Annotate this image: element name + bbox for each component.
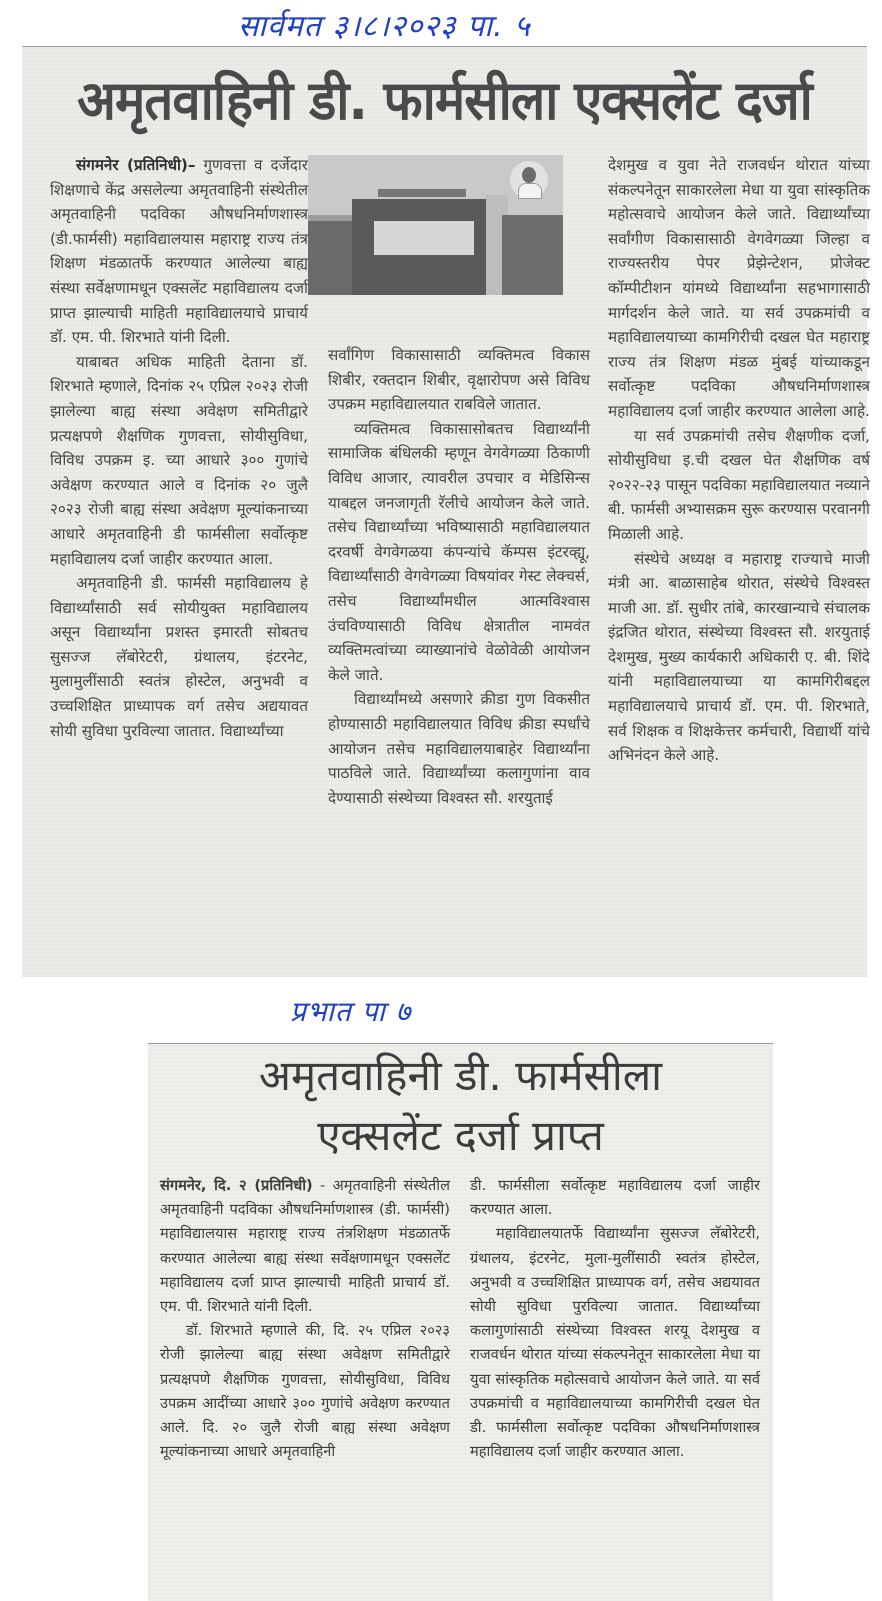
paragraph: संगमनेर, दि. २ (प्रतिनिधी) - अमृतवाहिनी संस्थेतील अमृतवाहिनी पदविका औषधनिर्माणशास्त्र (डी. फार्मसी) महाविद्यालयास महाराष्ट्र राज्य तंत्रशिक्षण मंडळातर्फे करण्यात आलेल्या बाह्य संस्था सर्वेक्षणामधून एक्सलेंट महाविद्यालय दर्जा प्राप्त झाल्याची माहिती प्राचार्य डॉ. एम. पी. शिरभाते यांनी दिली. xyxy=(160,1177,450,1316)
article1-headline: अमृतवाहिनी डी. फार्मसीला एक्सलेंट दर्जा xyxy=(77,69,812,132)
article2-headline-line2: एक्सलेंट दर्जा प्राप्त xyxy=(317,1111,604,1160)
paragraph: विद्यार्थ्यांमध्ये असणारे क्रीडा गुण विकसीत होण्यासाठी महाविद्यालयात विविध क्रीडा स्पर्धांचे आयोजन तसेच महाविद्यालयाबाहेर विद्यार्थ्यांना पाठविले जाते. विद्यार्थ्यांच्या कलागुणांना वाव देण्यासाठी संस्थेच्या विश्वस्त सौ. शरयुताई xyxy=(328,690,590,807)
handwritten-source-note-bottom: प्रभात पा ७ xyxy=(290,995,412,1028)
article2-column-2 xyxy=(470,1174,760,1464)
principal-portrait-inset xyxy=(510,161,548,199)
article2-column-1 xyxy=(160,1174,450,1464)
dateline: संगमनेर, दि. २ (प्रतिनिधी) xyxy=(160,1177,313,1194)
paragraph: व्यक्तिमत्व विकासासोबतच विद्यार्थ्यांनी सामाजिक बंधिलकी म्हणून वेगवेगळ्या ठिकाणी विविध आजार, त्यावरील उपचार व मेडिसिन्स याबद्दल जनजागृती रॅलीचे आयोजन केले जाते. तसेच विद्यार्थ्यांच्या भविष्यासाठी महाविद्यालयात दरवर्षी वेगवेगळया कंपन्यांचे कॅम्पस इंटरव्ह्यू, विद्यार्थ्यांसाठी वेगवेगळ्या विषयांवर गेस्ट लेक्चर्स, तसेच विद्यार्थ्यांमधील आत्मविश्वास उंचविण्यासाठी विविध क्षेत्रातील नामवंत व्यक्तिमत्वांच्या व्याख्यानांचे वेळोवेळी आयोजन केले जाते. xyxy=(328,419,590,684)
paragraph: संस्थेचे अध्यक्ष व महाराष्ट्र राज्याचे माजी मंत्री आ. बाळासाहेब थोरात, संस्थेचे विश्वस्त माजी आ. डॉ. सुधीर तांबे, कारखान्याचे संचालक इंद्रजित थोरात, संस्थेच्या विश्वस्त सौ. शरयुताई देशमुख, मुख्य कार्यकारी अधिकारी ए. बी. शिंदे यांनी महाविद्यालयाच्या या कामगिरीबद्दल महाविद्यालयाचे प्राचार्य डॉ. एम. पी. शिरभाते, सर्व शिक्षक व शिक्षकेत्तर कर्मचारी, विद्यार्थी यांचे अभिनंदन केले आहे. xyxy=(608,549,870,765)
paragraph: सर्वांगिण विकासासाठी व्यक्तिमत्व विकास शिबीर, रक्तदान शिबीर, वृक्षारोपण असे विविध उपक्रम महाविद्यालयात राबविले जातात. xyxy=(328,346,590,414)
paragraph: संगमनेर (प्रतिनिधी)– गुणवत्ता व दर्जेदार शिक्षणाचे केंद्र असलेल्या अमृतवाहिनी संस्थेतील अमृतवाहिनी पदविका औषधनिर्माणशास्त्र (डी.फार्मसी) महाविद्यालयास महाराष्ट्र राज्य तंत्र शिक्षण मंडळातर्फे करण्यात आलेल्या बाह्य संस्था सर्वेक्षणामधून एक्सलेंट महाविद्यालय दर्जा प्राप्त झाल्याची माहिती महाविद्यालयाचे प्राचार्य डॉ. एम. पी. शिरभाते यांनी दिली. xyxy=(50,156,308,347)
newspaper-clipping-sarvamat xyxy=(22,46,870,977)
paragraph: महाविद्यालयातर्फे विद्यार्थ्यांना सुसज्ज लॅबोरेटरी, ग्रंथालय, इंटरनेट, मुला-मुलींसाठी स्वतंत्र होस्टेल, अनुभवी व उच्चशिक्षित प्राध्यापक वर्ग, तसेच अद्ययावत सोयी सुविधा पुरविल्या जातात. विद्यार्थ्यांच्या कलागुणांसाठी संस्थेच्या विश्वस्त शरयू देशमुख व राजवर्धन थोरात यांच्या संकल्पनेतून साकारलेला मेधा या युवा सांस्कृतिक महोत्सवाचे आयोजन केले जाते. या सर्व उपक्रमांची व महाविद्यालयाच्या कामगिरीची दखल घेत डी. फार्मसीला सर्वोत्कृष्ट पदविका औषधनिर्माणशास्त्र महाविद्यालय दर्जा जाहीर करण्यात आला. xyxy=(470,1225,760,1461)
paragraph: अमृतवाहिनी डी. फार्मसी महाविद्यालय हे विद्यार्थ्यांसाठी सर्व सोयीयुक्त महाविद्यालय असून विद्यार्थ्यांना प्रशस्त इमारती सोबतच सुसज्ज लॅबोरेटरी, ग्रंथालय, इंटरनेट, मुलामुलींसाठी स्वतंत्र होस्टेल, अनुभवी व उच्चशिक्षित प्राध्यापक वर्ग तसेच अद्ययावत सोयी सुविधा पुरविल्या जातात. विद्यार्थ्यांच्या xyxy=(50,574,308,740)
paragraph: या सर्व उपक्रमांची तसेच शैक्षणीक दर्जा, सोयीसुविधा इ.ची दखल घेत शैक्षणिक वर्ष २०२२-२३ पासून पदविका महाविद्यालयात नव्याने बी. फार्मसी अभ्यासक्रम सुरू करण्यास परवानगी मिळाली आहे. xyxy=(608,426,870,543)
paragraph: याबाबत अधिक माहिती देताना डॉ. शिरभाते म्हणाले, दिनांक २५ एप्रिल २०२३ रोजी झालेल्या बाह्य संस्था अवेक्षण समितीद्वारे प्रत्यक्षपणे शैक्षणिक गुणवत्ता, सोयीसुविधा, विविध उपक्रम इ. च्या आधारे ३०० गुणांचे अवेक्षण करण्यात आले व दिनांक २० जुलै २०२३ रोजी बाह्य संस्था अवेक्षण मूल्यांकनाच्या आधारे अमृतवाहिनी डी फार्मसीला सर्वोत्कृष्ट महाविद्यालय दर्जा जाहीर करण्यात आला. xyxy=(50,352,308,568)
article1-column-2 xyxy=(328,343,590,810)
college-building-photo xyxy=(308,155,563,295)
dateline: संगमनेर (प्रतिनिधी)– xyxy=(76,156,196,174)
paragraph: डॉ. शिरभाते म्हणाले की, दि. २५ एप्रिल २०२३ रोजी झालेल्या बाह्य संस्था अवेक्षण समितीद्वारे प्रत्यक्षपणे शैक्षणिक गुणवत्ता, सोयीसुविधा, विविध उपक्रम आदींच्या आधारे ३०० गुणांचे अवेक्षण करण्यात आले. दि. २० जुलै रोजी बाह्य संस्था अवेक्षण मूल्यांकनाच्या आधारे अमृतवाहिनी xyxy=(160,1322,450,1461)
paragraph: देशमुख व युवा नेते राजवर्धन थोरात यांच्या संकल्पनेतून साकारलेला मेधा या युवा सांस्कृतिक महोत्सवाचे आयोजन केले जाते. विद्यार्थ्यांच्या सर्वांगीण विकासासाठी वेगवेगळ्या जिल्हा व राज्यस्तरीय पेपर प्रेझेन्टेशन, प्रोजेक्ट कॉम्पीटीशन यांमध्ये विद्यार्थ्यांना सहभागासाठी मार्गदर्शन केले जाते. या सर्व उपक्रमांची व महाविद्यालयाच्या कामगिरीची दखल घेत महाराष्ट्र राज्य तंत्र शिक्षण मंडळ मुंबई यांच्याकडून सर्वोत्कृष्ट पदविका औषधनिर्माणशास्त्र महाविद्यालय दर्जा जाहीर करण्यात आलेला आहे. xyxy=(608,156,870,420)
handwritten-source-note-top: सार्वमत ३।८।२०२३ पा. ५ xyxy=(238,9,531,44)
article1-column-1 xyxy=(50,153,308,743)
article2-headline-line1: अमृतवाहिनी डी. फार्मसीला xyxy=(258,1051,663,1100)
paragraph: डी. फार्मसीला सर्वोत्कृष्ट महाविद्यालय दर्जा जाहीर करण्यात आला. xyxy=(470,1177,760,1219)
newspaper-clipping-prabhat xyxy=(148,1043,773,1601)
article1-column-3 xyxy=(608,153,870,768)
